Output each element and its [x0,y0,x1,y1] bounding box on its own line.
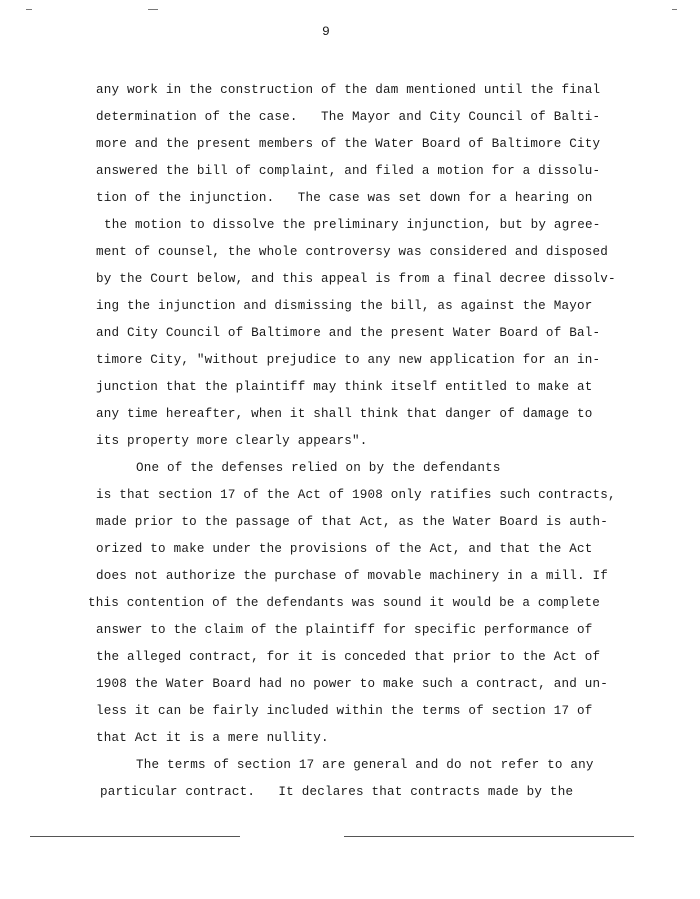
text-line: less it can be fairly included within the terms of section 17 of [96,704,593,718]
text-line: more and the present members of the Water Board of Baltimore City [96,137,601,151]
scan-mark [148,9,158,10]
text-line: answered the bill of complaint, and filed a motion for a dissolu- [96,164,601,178]
text-line: junction that the plaintiff may think itself entitled to make at [96,380,593,394]
text-line: orized to make under the provisions of the Act, and that the Act [96,542,593,556]
text-line: tion of the injunction. The case was set down for a hearing on [96,191,593,205]
scan-mark [672,9,677,10]
text-line: determination of the case. The Mayor and City Council of Balti- [96,110,601,124]
text-line: 1908 the Water Board had no power to make such a contract, and un- [96,677,608,691]
text-line: by the Court below, and this appeal is from a final decree dissolv- [96,272,616,286]
footer-rule [344,836,634,837]
text-line: any work in the construction of the dam mentioned until the final [96,83,601,97]
text-line: this contention of the defendants was sound it would be a complete [88,596,600,610]
text-line: ing the injunction and dismissing the bill, as against the Mayor [96,299,593,313]
text-line: the alleged contract, for it is conceded that prior to the Act of [96,650,601,664]
scan-mark [26,9,32,10]
text-line: any time hereafter, when it shall think that danger of damage to [96,407,593,421]
page-number: 9 [322,24,330,39]
text-line: that Act it is a mere nullity. [96,731,329,745]
footer-rule [30,836,240,837]
text-line: and City Council of Baltimore and the present Water Board of Bal- [96,326,601,340]
text-line: its property more clearly appears". [96,434,368,448]
text-line: particular contract. It declares that contracts made by the [100,785,574,799]
text-line: answer to the claim of the plaintiff for specific performance of [96,623,593,637]
text-line: is that section 17 of the Act of 1908 only ratifies such contracts, [96,488,616,502]
text-line: ment of counsel, the whole controversy was considered and disposed [96,245,608,259]
text-line: timore City, "without prejudice to any new application for an in- [96,353,601,367]
text-line: the motion to dissolve the preliminary injunction, but by agree- [104,218,601,232]
text-line: The terms of section 17 are general and do not refer to any [136,758,594,772]
text-line: One of the defenses relied on by the defendants [136,461,501,475]
text-line: made prior to the passage of that Act, as the Water Board is auth- [96,515,608,529]
text-line: does not authorize the purchase of movable machinery in a mill. If [96,569,608,583]
